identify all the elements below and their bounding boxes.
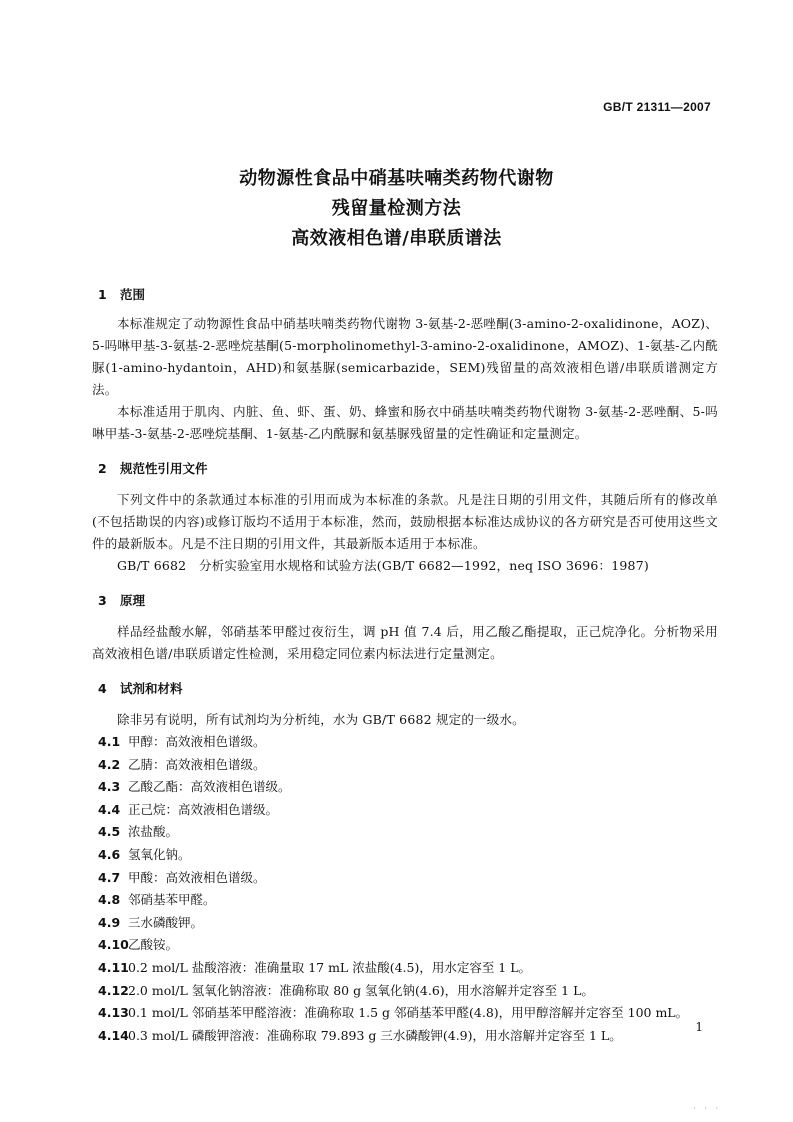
list-item (98, 980, 718, 1003)
list-item (98, 844, 718, 867)
list-item (98, 957, 718, 980)
section-number: 1 (98, 287, 107, 302)
list-item (98, 889, 718, 912)
item-text: 邻硝基苯甲醛。 (128, 892, 216, 908)
section-heading-principle (98, 591, 718, 609)
reagents-intro: 除非另有说明，所有试剂均为分析纯，水为 GB/T 6682 规定的一级水。 (117, 712, 525, 727)
item-number: 4.8 (98, 892, 121, 908)
list-item (98, 731, 718, 754)
section-number: 4 (98, 681, 107, 696)
section-number: 2 (98, 461, 107, 476)
document-body (92, 285, 718, 1047)
principle-paragraph: 样品经盐酸水解，邻硝基苯甲醛过夜衍生，调 pH 值 7.4 后，用乙酸乙酯提取，正己烷净化。分析物采用高效液相色谱/串联质谱定性检测，采用稳定同位素内标法进行定量测定。 (92, 624, 718, 661)
title-line-3: 高效液相色谱/串联质谱法 (291, 228, 502, 249)
item-number: 4.7 (98, 869, 121, 885)
document-title (0, 164, 793, 254)
list-item (98, 821, 718, 844)
item-text: 正己烷：高效液相色谱级。 (128, 801, 279, 817)
item-number: 4.3 (98, 779, 121, 795)
item-text: 0.3 mol/L 磷酸钾溶液：准确称取 79.893 g 三水磷酸钾(4.9)，用水溶解并定容至 1 L。 (128, 1027, 622, 1043)
scan-artifact: · · · (693, 1104, 721, 1113)
scope-paragraph-1: 本标准规定了动物源性食品中硝基呋喃类药物代谢物 3-氨基-2-恶唑酮(3-amino-2-oxalidinone，AOZ)、5-吗啉甲基-3-氨基-2-恶唑烷基酮(5-morpholinomethyl-3-amino-2-oxalidinone，AMOZ)、1-氨基-乙内酰脲(1-amino-hydantoin，AHD)和氨基脲(semicarbazide，SEM)残留量的高效液相色谱/串联质谱测定方法。 (92, 316, 718, 397)
title-line-1: 动物源性食品中硝基呋喃类药物代谢物 (239, 168, 554, 189)
item-text: 甲醇：高效液相色谱级。 (128, 734, 266, 749)
item-number: 4.5 (98, 824, 121, 840)
list-item (98, 1025, 718, 1048)
page-number: 1 (695, 1020, 703, 1034)
item-number: 4.14 (98, 1027, 129, 1043)
list-item (98, 799, 718, 822)
item-text: 甲酸：高效液相色谱级。 (128, 869, 266, 885)
normative-reference: GB/T 6682 分析实验室用水规格和试验方法(GB/T 6682—1992，neq ISO 3696：1987) (117, 558, 649, 573)
item-text: 乙酸铵。 (128, 937, 179, 953)
item-text: 2.0 mol/L 氢氧化钠溶液：准确称取 80 g 氢氧化钠(4.6)，用水溶解并定容至 1 L。 (128, 982, 594, 998)
section-heading-scope (98, 285, 718, 303)
item-number: 4.2 (98, 756, 121, 772)
item-number: 4.6 (98, 846, 121, 862)
item-number: 4.1 (98, 734, 121, 749)
section-title: 试剂和材料 (120, 681, 183, 696)
item-text: 0.1 mol/L 邻硝基苯甲醛溶液：准确称取 1.5 g 邻硝基苯甲醛(4.8)，用甲醇溶解并定容至 100 mL。 (128, 1005, 689, 1021)
item-number: 4.13 (98, 1005, 129, 1021)
item-number: 4.4 (98, 801, 121, 817)
item-text: 乙腈：高效液相色谱级。 (128, 756, 266, 772)
normative-paragraph: 下列文件中的条款通过本标准的引用而成为本标准的条款。凡是注日期的引用文件，其随后所有的修改单(不包括勘误的内容)或修订版均不适用于本标准，然而，鼓励根据本标准达成协议的各方研究是否可使用这些文件的最新版本。凡是不注日期的引用文件，其最新版本适用于本标准。 (92, 492, 718, 551)
scope-paragraph-2: 本标准适用于肌肉、内脏、鱼、虾、蛋、奶、蜂蜜和肠衣中硝基呋喃类药物代谢物 3-氨基-2-恶唑酮、5-吗啉甲基-3-氨基-2-恶唑烷基酮、1-氨基-乙内酰脲和氨基脲残留量的定性确证和定量测定。 (92, 404, 718, 441)
item-number: 4.12 (98, 982, 129, 998)
section-title: 原理 (120, 593, 146, 608)
item-number: 4.10 (98, 937, 129, 953)
standard-code: GB/T 21311—2007 (603, 100, 711, 114)
item-number: 4.11 (98, 959, 129, 975)
item-text: 浓盐酸。 (128, 824, 179, 840)
title-line-2: 残留量检测方法 (331, 198, 462, 219)
section-number: 3 (98, 593, 107, 608)
list-item (98, 776, 718, 799)
item-text: 0.2 mol/L 盐酸溶液：准确量取 17 mL 浓盐酸(4.5)，用水定容至 1 L。 (128, 959, 532, 975)
section-title: 规范性引用文件 (120, 461, 208, 476)
list-item (98, 1002, 718, 1025)
item-number: 4.9 (98, 914, 121, 930)
item-text: 乙酸乙酯：高效液相色谱级。 (128, 779, 291, 795)
section-heading-reagents (98, 679, 718, 697)
section-title: 范围 (120, 287, 146, 302)
section-heading-normative (98, 459, 718, 477)
list-item (98, 754, 718, 777)
item-text: 氢氧化钠。 (128, 846, 191, 862)
item-text: 三水磷酸钾。 (128, 914, 204, 930)
list-item (98, 934, 718, 957)
list-item (98, 912, 718, 935)
reagent-list (98, 731, 718, 1047)
list-item (98, 867, 718, 890)
